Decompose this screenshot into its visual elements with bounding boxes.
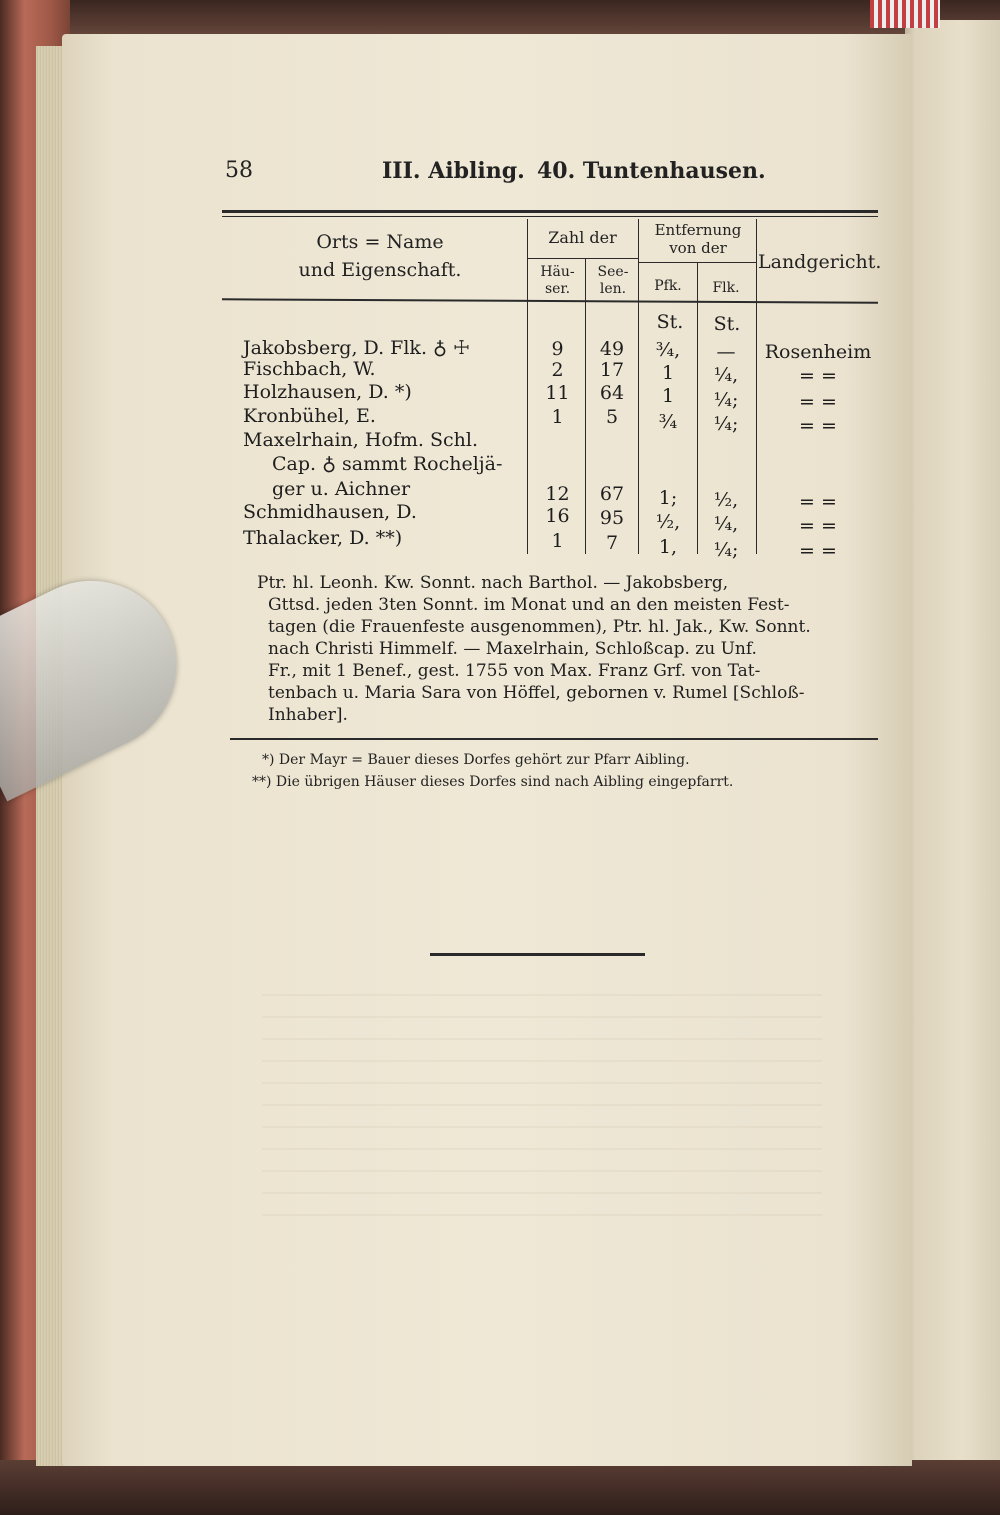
- column-divider-seelen: [638, 219, 639, 554]
- header-zahl-der: Zahl der: [548, 228, 617, 247]
- note-line: Ptr. hl. Leonh. Kw. Sonnt. nach Barthol. — Jakobsberg,: [257, 573, 729, 593]
- cell-seelen: 67: [599, 483, 625, 505]
- table-row-name: Maxelrhain, Hofm. Schl.: [243, 429, 479, 451]
- bookmark-ribbon: [870, 0, 940, 28]
- cell-flk: ¼,: [713, 364, 739, 386]
- cell-landgericht: = =: [799, 515, 837, 537]
- cell-seelen: 64: [599, 382, 625, 404]
- cell-pfk: 1,: [658, 536, 678, 558]
- table-top-rule: [222, 210, 878, 213]
- header-eigenschaft: und Eigenschaft.: [298, 259, 462, 281]
- cell-haeuser: 11: [545, 382, 570, 404]
- book-cover-bottom: [0, 1460, 1000, 1515]
- place-heading: 40. Tuntenhausen.: [537, 158, 766, 184]
- page-number: 58: [225, 158, 253, 183]
- column-divider-haeuser: [585, 258, 586, 554]
- column-divider-flk: [756, 219, 757, 554]
- cell-pfk: 1;: [658, 487, 678, 509]
- chapter-heading: III. Aibling.: [382, 158, 525, 184]
- cell-seelen: 95: [599, 507, 625, 529]
- cell-flk: ¼;: [713, 389, 739, 411]
- cell-haeuser: 1: [551, 406, 564, 428]
- header-entfernung: Entfernung: [654, 221, 742, 239]
- header-landgericht: Landgericht.: [758, 251, 882, 273]
- note-line: tenbach u. Maria Sara von Höffel, gebornen v. Rumel [Schloß-: [268, 683, 805, 703]
- table-top-rule-thin: [222, 216, 878, 217]
- note-line: Inhaber].: [268, 705, 348, 725]
- cell-pfk: ¾,: [655, 339, 681, 361]
- footnote-1: *) Der Mayr = Bauer dieses Dorfes gehört zur Pfarr Aibling.: [262, 752, 690, 768]
- header-orts-name: Orts = Name: [316, 231, 444, 253]
- note-line: Fr., mit 1 Benef., gest. 1755 von Max. Franz Grf. von Tat-: [268, 661, 761, 681]
- cell-seelen: 7: [605, 532, 619, 554]
- table-row-name: Jakobsberg, D. Flk. ♁ ☩: [243, 337, 470, 359]
- cell-haeuser: 16: [545, 505, 570, 527]
- header-pfk: Pfk.: [654, 278, 682, 294]
- table-row-name: Holzhausen, D. *): [243, 381, 412, 403]
- header-seelen: See-len.: [597, 264, 629, 297]
- cell-flk: ¼,: [713, 513, 739, 535]
- cell-flk: ¼;: [713, 539, 739, 561]
- table-row-name: Kronbühel, E.: [243, 405, 376, 427]
- cell-flk: ½,: [713, 489, 739, 511]
- cell-haeuser: 12: [545, 483, 570, 505]
- zahl-subrule: [527, 258, 638, 259]
- header-haeuser: Häu-ser.: [540, 264, 575, 297]
- note-line: Gttsd. jeden 3ten Sonnt. im Monat und an den meisten Fest-: [268, 595, 790, 615]
- book-page: [62, 34, 912, 1466]
- header-von-der: von der: [669, 239, 727, 257]
- table-row-name: Thalacker, D. **): [243, 527, 403, 549]
- header-flk: Flk.: [712, 280, 740, 296]
- cell-landgericht: = =: [799, 365, 837, 387]
- footnote-2: **) Die übrigen Häuser dieses Dorfes sind nach Aibling eingepfarrt.: [252, 774, 734, 790]
- unit-flk: St.: [713, 313, 741, 335]
- cell-pfk: 1: [661, 362, 675, 384]
- cell-haeuser: 9: [551, 338, 564, 360]
- cell-haeuser: 1: [551, 530, 564, 552]
- cell-flk: —: [716, 341, 736, 363]
- note-line: nach Christi Himmelf. — Maxelrhain, Schloßcap. zu Unf.: [268, 639, 757, 659]
- cell-seelen: 17: [599, 359, 625, 381]
- cell-landgericht: Rosenheim: [764, 341, 872, 363]
- cell-landgericht: = =: [799, 391, 837, 413]
- unit-pfk: St.: [656, 311, 684, 333]
- column-divider-name: [527, 219, 528, 554]
- table-row-name: Schmidhausen, D.: [243, 501, 417, 523]
- cell-seelen: 5: [605, 406, 619, 428]
- bleed-through-texture: [262, 994, 822, 1224]
- note-line: tagen (die Frauenfeste ausgenommen), Ptr. hl. Jak., Kw. Sonnt.: [268, 617, 811, 637]
- cell-landgericht: = =: [799, 491, 837, 513]
- table-row-name: Cap. ♁ sammt Rocheljä-: [272, 453, 503, 475]
- cell-landgericht: = =: [799, 540, 837, 562]
- facing-page-edge: [905, 20, 1000, 1490]
- cell-seelen: 49: [599, 338, 625, 360]
- cell-pfk: ½,: [655, 511, 681, 533]
- table-row-name: ger u. Aichner: [272, 478, 411, 500]
- table-row-name: Fischbach, W.: [243, 358, 376, 380]
- cell-flk: ¼;: [713, 413, 739, 435]
- cell-landgericht: = =: [799, 415, 837, 437]
- section-end-rule: [430, 953, 645, 956]
- cell-pfk: ¾: [658, 411, 678, 433]
- entfernung-subrule: [638, 262, 756, 263]
- cell-pfk: 1: [661, 385, 675, 407]
- footnote-rule: [230, 738, 878, 740]
- cell-haeuser: 2: [551, 359, 564, 381]
